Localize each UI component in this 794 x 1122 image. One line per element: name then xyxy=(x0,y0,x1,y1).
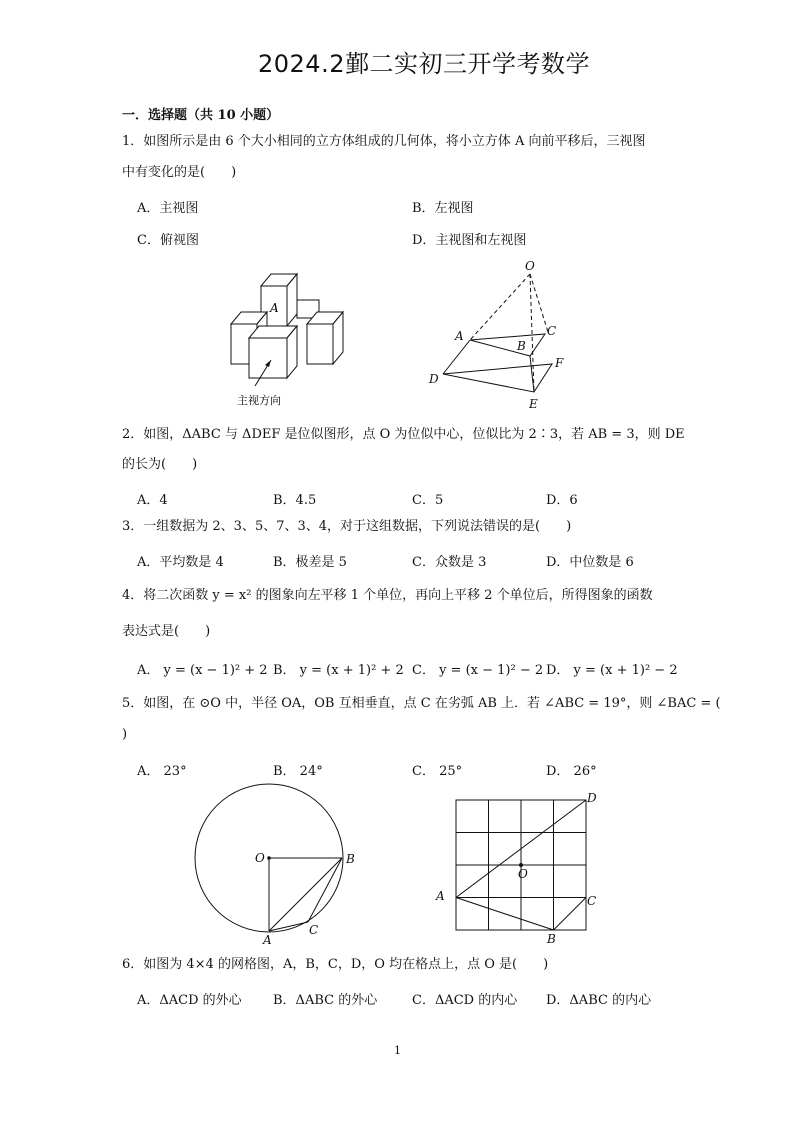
q4-option-a: A． y = (x − 1)² + 2 xyxy=(137,663,268,678)
circle-point-o-label: O xyxy=(255,851,265,865)
q3-option-b: B．极差是 5 xyxy=(273,555,347,570)
question-4-text: 4．将二次函数 y = x² 的图象向左平移 1 个单位，再向上平移 2 个单位后，所得图象的函数 xyxy=(122,588,653,603)
q2-option-b: B．4.5 xyxy=(273,493,317,508)
grid-figure xyxy=(430,788,610,950)
homothety-figure xyxy=(420,256,580,416)
question-1-text-cont: 中有变化的是( ) xyxy=(122,165,237,180)
point-c-label: C xyxy=(547,324,557,338)
question-3-text: 3．一组数据为 2、3、5、7、3、4，对于这组数据，下列说法错误的是( ) xyxy=(122,519,572,534)
page-title: 2024.2鄞二实初三开学考数学 xyxy=(258,50,590,78)
cubes-figure xyxy=(225,268,355,413)
point-o-label: O xyxy=(525,259,535,273)
q6-option-c: C．ΔACD 的内心 xyxy=(412,993,518,1008)
q5-option-a: A． 23° xyxy=(137,764,187,779)
q4-option-c: C． y = (x − 1)² − 2 xyxy=(412,663,544,678)
q2-option-a: A．4 xyxy=(137,493,168,508)
q6-option-a: A．ΔACD 的外心 xyxy=(137,993,242,1008)
grid-point-a-label: A xyxy=(436,889,445,903)
q5-option-b: B． 24° xyxy=(273,764,323,779)
question-1-text: 1．如图所示是由 6 个大小相同的立方体组成的几何体，将小立方体 A 向前平移后，三视图 xyxy=(122,134,646,149)
q5-option-d: D． 26° xyxy=(546,764,597,779)
question-5-text: 5．如图，在 ⊙O 中，半径 OA，OB 互相垂直，点 C 在劣弧 AB 上．若 ∠ABC = 19°，则 ∠BAC = ( xyxy=(122,696,721,711)
q4-option-b: B． y = (x + 1)² + 2 xyxy=(273,663,404,678)
q3-option-c: C．众数是 3 xyxy=(412,555,487,570)
q1-option-d: D．主视图和左视图 xyxy=(412,233,527,248)
grid-point-b-label: B xyxy=(547,932,556,946)
point-b-label: B xyxy=(517,339,526,353)
q1-option-a: A．主视图 xyxy=(137,201,199,216)
question-4-text-cont: 表达式是( ) xyxy=(122,624,211,639)
point-f-label: F xyxy=(555,356,564,370)
q1-option-c: C．俯视图 xyxy=(137,233,199,248)
question-2-text: 2．如图，ΔABC 与 ΔDEF 是位似图形，点 O 为位似中心，位似比为 2∶3，若 AB = 3，则 DE xyxy=(122,427,685,442)
circle-point-c-label: C xyxy=(309,923,319,937)
q2-option-d: D．6 xyxy=(546,493,578,508)
point-a-label: A xyxy=(455,329,464,343)
q6-option-d: D．ΔABC 的内心 xyxy=(546,993,652,1008)
q5-option-c: C． 25° xyxy=(412,764,463,779)
point-d-label: D xyxy=(429,372,439,386)
q3-option-d: D．中位数是 6 xyxy=(546,555,634,570)
view-direction-label: 主视方向 xyxy=(237,394,281,407)
question-5-text-cont: ) xyxy=(122,727,128,742)
q6-option-b: B．ΔABC 的外心 xyxy=(273,993,378,1008)
q1-option-b: B．左视图 xyxy=(412,201,474,216)
section-heading: 一．选择题（共 10 小题） xyxy=(122,108,280,123)
circle-figure xyxy=(190,780,360,950)
question-2-text-cont: 的长为( ) xyxy=(122,457,198,472)
question-6-text: 6．如图为 4×4 的网格图，A，B，C，D，O 均在格点上，点 O 是( ) xyxy=(122,957,549,972)
q4-option-d: D． y = (x + 1)² − 2 xyxy=(546,663,678,678)
grid-point-c-label: C xyxy=(587,894,597,908)
grid-point-o-label: O xyxy=(518,867,528,881)
circle-point-a-label: A xyxy=(263,933,272,947)
q2-option-c: C．5 xyxy=(412,493,444,508)
point-e-label: E xyxy=(529,397,538,411)
page-number: 1 xyxy=(394,1044,401,1057)
grid-point-d-label: D xyxy=(587,791,597,805)
circle-point-b-label: B xyxy=(346,852,355,866)
q3-option-a: A．平均数是 4 xyxy=(137,555,224,570)
cube-a-label: A xyxy=(270,301,279,315)
